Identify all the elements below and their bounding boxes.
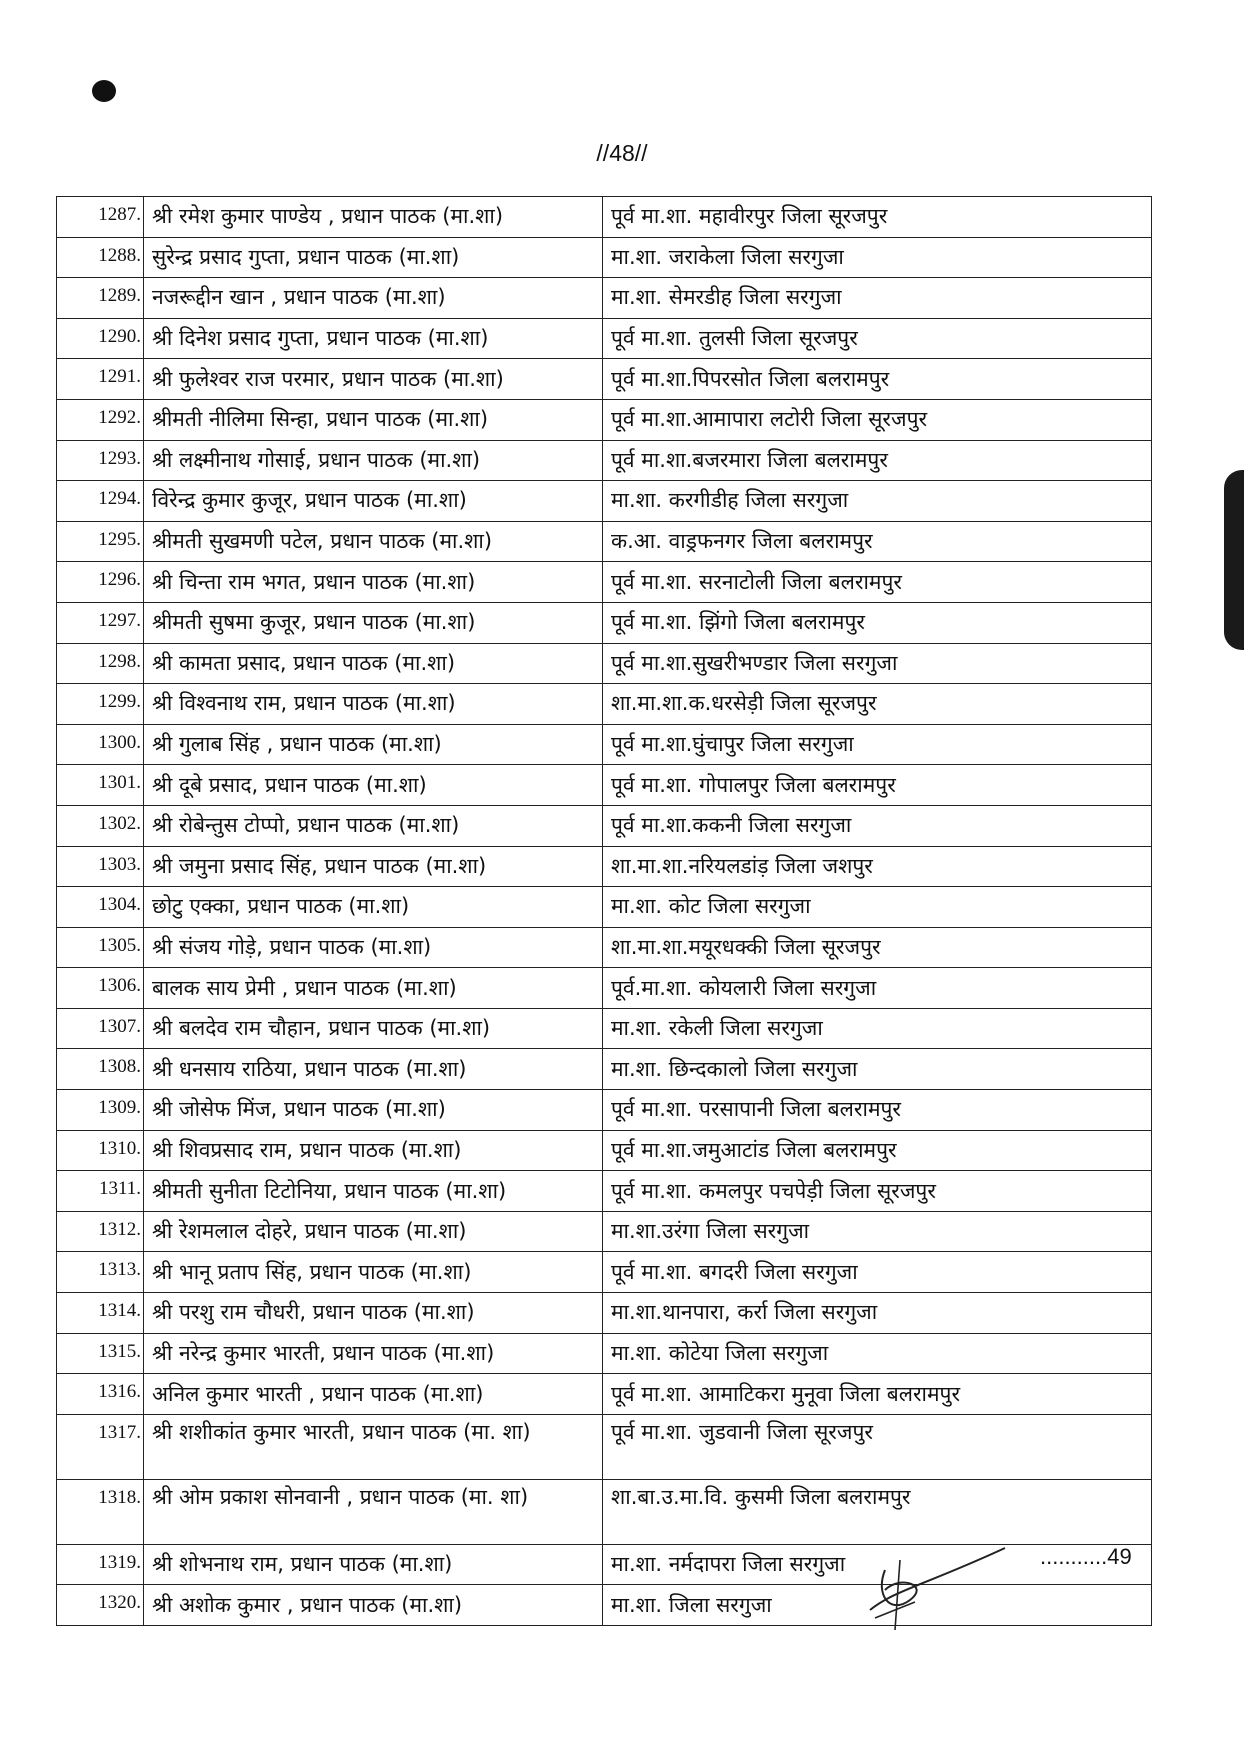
school-posting: पूर्व मा.शा. तुलसी जिला सूरजपुर: [603, 318, 1152, 359]
table-row: [57, 521, 1152, 562]
school-posting: पूर्व मा.शा.पिपरसोत जिला बलरामपुर: [603, 359, 1152, 400]
school-posting: पूर्व मा.शा. झिंगो जिला बलरामपुर: [603, 602, 1152, 643]
table-row: [57, 278, 1152, 319]
table-row: [57, 1130, 1152, 1171]
table-row: [57, 643, 1152, 684]
signature: [855, 1540, 1015, 1640]
row-number: 1319.: [57, 1544, 144, 1585]
row-number: 1295.: [57, 521, 144, 562]
table-row: [57, 318, 1152, 359]
table-row: [57, 1374, 1152, 1415]
school-posting: शा.मा.शा.मयूरधक्की जिला सूरजपुर: [603, 927, 1152, 968]
teacher-name: श्रीमती सुनीता टिटोनिया, प्रधान पाठक (मा.शा): [144, 1171, 603, 1212]
teacher-name: श्री नरेन्द्र कुमार भारती, प्रधान पाठक (मा.शा): [144, 1333, 603, 1374]
school-posting: मा.शा. कोटेया जिला सरगुजा: [603, 1333, 1152, 1374]
school-posting: क.आ. वाड्रफनगर जिला बलरामपुर: [603, 521, 1152, 562]
teacher-name: श्री लक्ष्मीनाथ गोसाई, प्रधान पाठक (मा.शा): [144, 440, 603, 481]
table-row: [57, 684, 1152, 725]
table-row: [57, 887, 1152, 928]
table-row: [57, 1414, 1152, 1479]
teacher-name: श्री धनसाय राठिया, प्रधान पाठक (मा.शा): [144, 1049, 603, 1090]
school-posting: पूर्व मा.शा. बगदरी जिला सरगुजा: [603, 1252, 1152, 1293]
table-row: [57, 399, 1152, 440]
table-row: [57, 197, 1152, 238]
teacher-name: श्री भानू प्रताप सिंह, प्रधान पाठक (मा.शा): [144, 1252, 603, 1293]
teacher-name: अनिल कुमार भारती , प्रधान पाठक (मा.शा): [144, 1374, 603, 1415]
row-number: 1318.: [57, 1479, 144, 1544]
table-row: [57, 805, 1152, 846]
teacher-name: श्री रेशमलाल दोहरे, प्रधान पाठक (मा.शा): [144, 1211, 603, 1252]
teacher-name: श्री दिनेश प्रसाद गुप्ता, प्रधान पाठक (मा.शा): [144, 318, 603, 359]
row-number: 1310.: [57, 1130, 144, 1171]
school-posting: पूर्व.मा.शा. कोयलारी जिला सरगुजा: [603, 968, 1152, 1009]
row-number: 1305.: [57, 927, 144, 968]
row-number: 1308.: [57, 1049, 144, 1090]
table-row: [57, 724, 1152, 765]
teacher-name: श्री ओम प्रकाश सोनवानी , प्रधान पाठक (मा. शा): [144, 1479, 603, 1544]
table-body: [57, 197, 1152, 1626]
table-row: [57, 1008, 1152, 1049]
teacher-name: श्रीमती नीलिमा सिन्हा, प्रधान पाठक (मा.शा): [144, 399, 603, 440]
row-number: 1291.: [57, 359, 144, 400]
page-number-header: //48//: [596, 140, 648, 166]
teacher-name: श्री जोसेफ मिंज, प्रधान पाठक (मा.शा): [144, 1090, 603, 1131]
teacher-name: श्री अशोक कुमार , प्रधान पाठक (मा.शा): [144, 1585, 603, 1626]
school-posting: पूर्व मा.शा.सुखरीभण्डार जिला सरगुजा: [603, 643, 1152, 684]
table-row: [57, 1333, 1152, 1374]
row-number: 1306.: [57, 968, 144, 1009]
teacher-name: श्री विश्वनाथ राम, प्रधान पाठक (मा.शा): [144, 684, 603, 725]
table-row: [57, 1171, 1152, 1212]
school-posting: पूर्व मा.शा. आमाटिकरा मुनूवा जिला बलरामपुर: [603, 1374, 1152, 1415]
row-number: 1320.: [57, 1585, 144, 1626]
school-posting: शा.मा.शा.क.धरसेड़ी जिला सूरजपुर: [603, 684, 1152, 725]
table-row: [57, 359, 1152, 400]
teacher-name: श्री शशीकांत कुमार भारती, प्रधान पाठक (मा. शा): [144, 1414, 603, 1479]
row-number: 1294.: [57, 481, 144, 522]
school-posting: मा.शा. करगीडीह जिला सरगुजा: [603, 481, 1152, 522]
table-row: [57, 1479, 1152, 1544]
row-number: 1312.: [57, 1211, 144, 1252]
row-number: 1313.: [57, 1252, 144, 1293]
teacher-name: श्रीमती सुखमणी पटेल, प्रधान पाठक (मा.शा): [144, 521, 603, 562]
row-number: 1315.: [57, 1333, 144, 1374]
table-row: [57, 237, 1152, 278]
table-row: [57, 440, 1152, 481]
teacher-name: श्री गुलाब सिंह , प्रधान पाठक (मा.शा): [144, 724, 603, 765]
school-posting: मा.शा.थानपारा, कर्रा जिला सरगुजा: [603, 1293, 1152, 1334]
row-number: 1301.: [57, 765, 144, 806]
table-row: [57, 765, 1152, 806]
table-row: [57, 1252, 1152, 1293]
school-posting: पूर्व मा.शा.घुंचापुर जिला सरगुजा: [603, 724, 1152, 765]
teacher-name: श्री शोभनाथ राम, प्रधान पाठक (मा.शा): [144, 1544, 603, 1585]
school-posting: मा.शा. छिन्दकालो जिला सरगुजा: [603, 1049, 1152, 1090]
school-posting: शा.मा.शा.नरियलडांड़ जिला जशपुर: [603, 846, 1152, 887]
next-page-marker: ...........49: [1040, 1544, 1132, 1569]
teacher-name: श्री संजय गोड़े, प्रधान पाठक (मा.शा): [144, 927, 603, 968]
teacher-name: श्री चिन्ता राम भगत, प्रधान पाठक (मा.शा): [144, 562, 603, 603]
row-number: 1314.: [57, 1293, 144, 1334]
row-number: 1300.: [57, 724, 144, 765]
school-posting: शा.बा.उ.मा.वि. कुसमी जिला बलरामपुर: [603, 1479, 1152, 1544]
teacher-name: श्री कामता प्रसाद, प्रधान पाठक (मा.शा): [144, 643, 603, 684]
row-number: 1311.: [57, 1171, 144, 1212]
school-posting: मा.शा. नर्मदापरा जिला सरगुजा: [603, 1544, 1152, 1585]
teacher-name: बालक साय प्रेमी , प्रधान पाठक (मा.शा): [144, 968, 603, 1009]
teacher-name: विरेन्द्र कुमार कुजूर, प्रधान पाठक (मा.शा): [144, 481, 603, 522]
school-posting: मा.शा. जिला सरगुजा: [603, 1585, 1152, 1626]
school-posting: पूर्व मा.शा. सरनाटोली जिला बलरामपुर: [603, 562, 1152, 603]
school-posting: पूर्व मा.शा.जमुआटांड जिला बलरामपुर: [603, 1130, 1152, 1171]
table-row: [57, 968, 1152, 1009]
staff-transfer-table: [56, 196, 1152, 1626]
row-number: 1303.: [57, 846, 144, 887]
row-number: 1292.: [57, 399, 144, 440]
table-row: [57, 602, 1152, 643]
table-row: [57, 562, 1152, 603]
school-posting: पूर्व मा.शा.आमापारा लटोरी जिला सूरजपुर: [603, 399, 1152, 440]
row-number: 1296.: [57, 562, 144, 603]
table-row: [57, 1090, 1152, 1131]
row-number: 1297.: [57, 602, 144, 643]
school-posting: मा.शा. रकेली जिला सरगुजा: [603, 1008, 1152, 1049]
row-number: 1299.: [57, 684, 144, 725]
row-number: 1288.: [57, 237, 144, 278]
scan-edge-shadow: [1224, 470, 1244, 650]
table-row: [57, 846, 1152, 887]
school-posting: मा.शा. कोट जिला सरगुजा: [603, 887, 1152, 928]
school-posting: पूर्व मा.शा. गोपालपुर जिला बलरामपुर: [603, 765, 1152, 806]
row-number: 1309.: [57, 1090, 144, 1131]
school-posting: मा.शा. जराकेला जिला सरगुजा: [603, 237, 1152, 278]
teacher-name: श्री फुलेश्वर राज परमार, प्रधान पाठक (मा.शा): [144, 359, 603, 400]
row-number: 1302.: [57, 805, 144, 846]
school-posting: पूर्व मा.शा. जुडवानी जिला सूरजपुर: [603, 1414, 1152, 1479]
table-row: [57, 1211, 1152, 1252]
row-number: 1304.: [57, 887, 144, 928]
row-number: 1287.: [57, 197, 144, 238]
row-number: 1307.: [57, 1008, 144, 1049]
school-posting: मा.शा.उरंगा जिला सरगुजा: [603, 1211, 1152, 1252]
teacher-name: सुरेन्द्र प्रसाद गुप्ता, प्रधान पाठक (मा.शा): [144, 237, 603, 278]
teacher-name: श्री रमेश कुमार पाण्डेय , प्रधान पाठक (मा.शा): [144, 197, 603, 238]
teacher-name: श्री परशु राम चौधरी, प्रधान पाठक (मा.शा): [144, 1293, 603, 1334]
table-row: [57, 1049, 1152, 1090]
row-number: 1293.: [57, 440, 144, 481]
teacher-name: श्री रोबेन्तुस टोप्पो, प्रधान पाठक (मा.शा): [144, 805, 603, 846]
row-number: 1317.: [57, 1414, 144, 1479]
teacher-name: श्री जमुना प्रसाद सिंह, प्रधान पाठक (मा.शा): [144, 846, 603, 887]
teacher-name: श्री शिवप्रसाद राम, प्रधान पाठक (मा.शा): [144, 1130, 603, 1171]
school-posting: पूर्व मा.शा.बजरमारा जिला बलरामपुर: [603, 440, 1152, 481]
punch-hole-mark: [92, 80, 116, 102]
table-row: [57, 927, 1152, 968]
table-row: [57, 481, 1152, 522]
school-posting: पूर्व मा.शा. परसापानी जिला बलरामपुर: [603, 1090, 1152, 1131]
school-posting: पूर्व मा.शा.ककनी जिला सरगुजा: [603, 805, 1152, 846]
row-number: 1289.: [57, 278, 144, 319]
school-posting: पूर्व मा.शा. महावीरपुर जिला सूरजपुर: [603, 197, 1152, 238]
teacher-name: श्री बलदेव राम चौहान, प्रधान पाठक (मा.शा): [144, 1008, 603, 1049]
school-posting: पूर्व मा.शा. कमलपुर पचपेड़ी जिला सूरजपुर: [603, 1171, 1152, 1212]
school-posting: मा.शा. सेमरडीह जिला सरगुजा: [603, 278, 1152, 319]
teacher-name: श्री दूबे प्रसाद, प्रधान पाठक (मा.शा): [144, 765, 603, 806]
teacher-name: श्रीमती सुषमा कुजूर, प्रधान पाठक (मा.शा): [144, 602, 603, 643]
table-row: [57, 1293, 1152, 1334]
row-number: 1316.: [57, 1374, 144, 1415]
row-number: 1290.: [57, 318, 144, 359]
row-number: 1298.: [57, 643, 144, 684]
teacher-name: नजरूद्दीन खान , प्रधान पाठक (मा.शा): [144, 278, 603, 319]
teacher-name: छोटु एक्का, प्रधान पाठक (मा.शा): [144, 887, 603, 928]
